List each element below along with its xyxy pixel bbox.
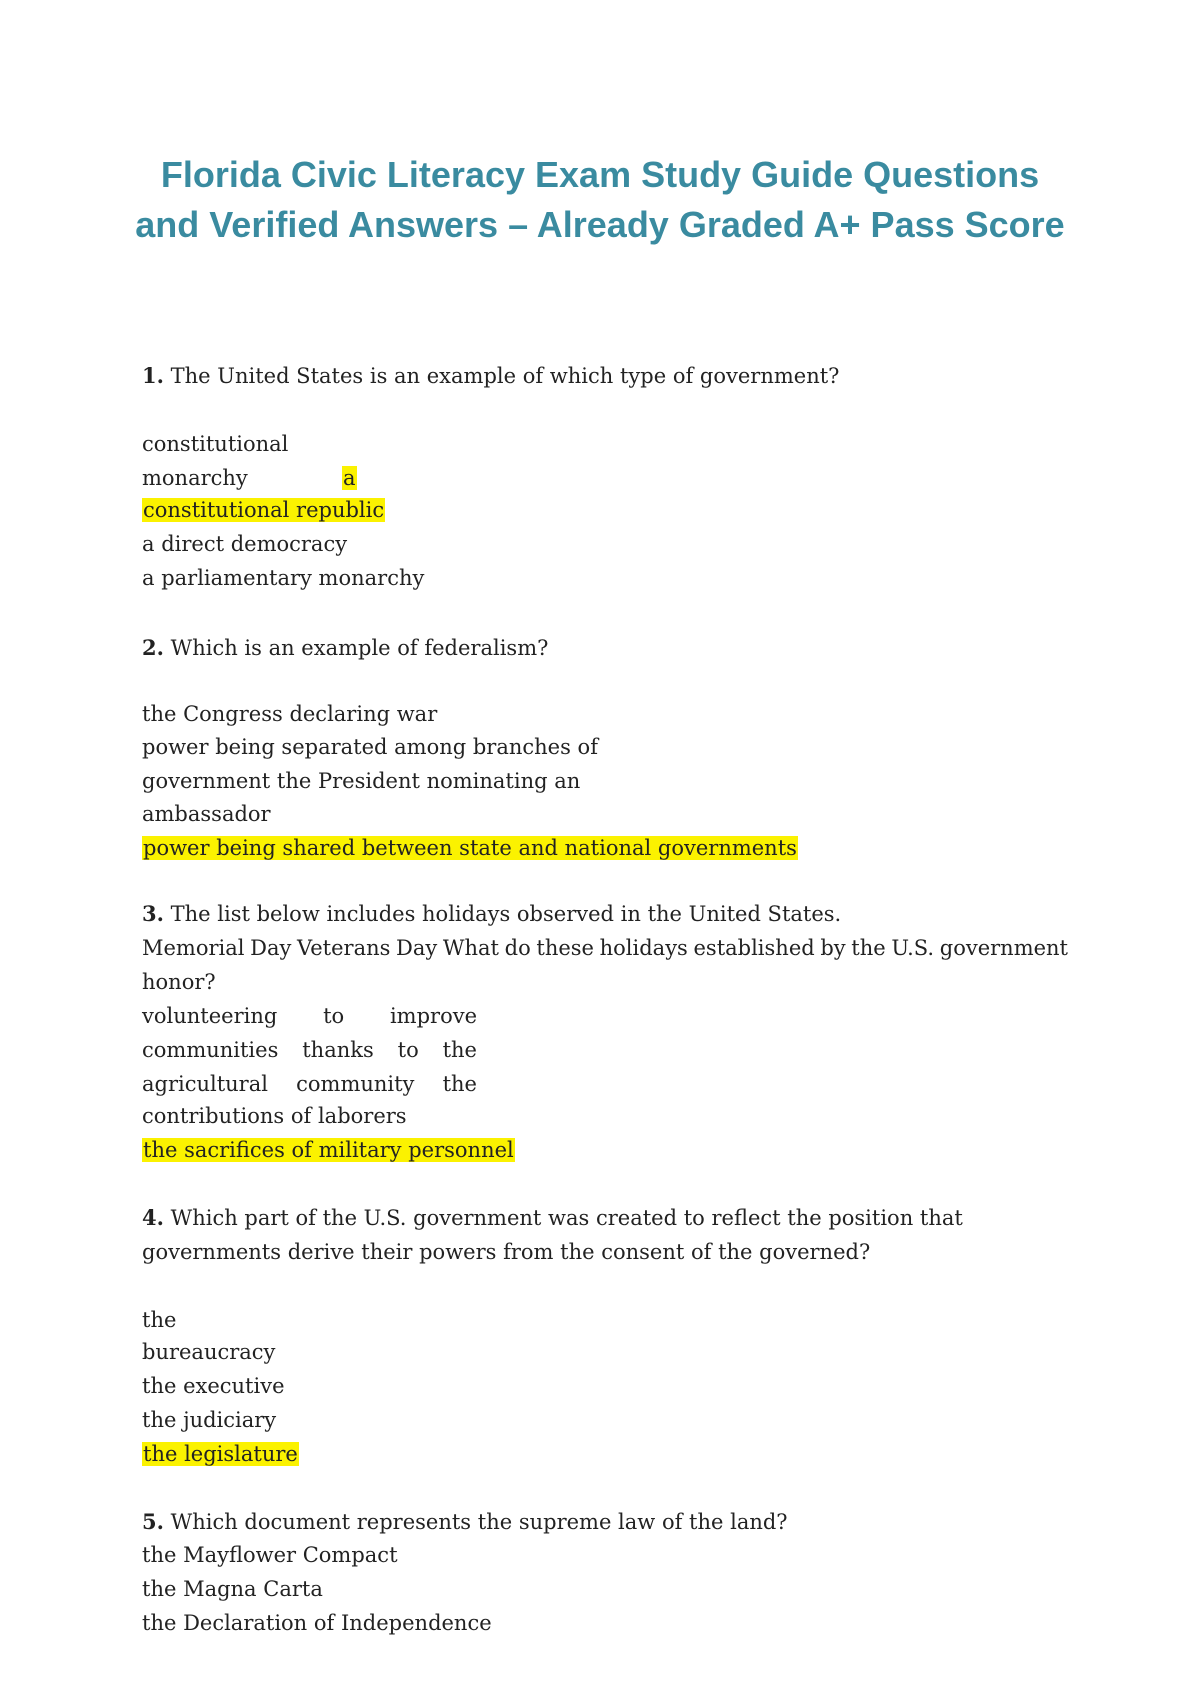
question-3-text: The list below includes holidays observed in the United States. <box>170 902 842 926</box>
q3-word: by <box>820 936 846 960</box>
q2-option-line-2: power being separated among branches of <box>142 735 598 759</box>
q3-word: government <box>939 936 1068 960</box>
q3-option-word: thanks <box>302 1038 374 1062</box>
q3-word: U.S. <box>891 936 935 960</box>
q3-option-row-3 <box>142 1070 477 1098</box>
question-5 <box>142 1508 788 1536</box>
q2-option-line-3: government the President nominating an <box>142 769 581 793</box>
q3-word: Day <box>250 936 292 960</box>
q3-option-word: agricultural <box>142 1072 268 1096</box>
q3-word: do <box>504 936 531 960</box>
q1-answer-line-1 <box>342 464 357 492</box>
title-line-1: Florida Civic Literacy Exam Study Guide Questions <box>160 154 1040 195</box>
answer-highlight: constitutional republic <box>143 498 385 522</box>
question-1-number: 1. <box>142 363 164 388</box>
q3-word: What <box>442 936 499 960</box>
q3-word: Memorial <box>142 936 245 960</box>
q3-option-row-1 <box>142 1002 477 1030</box>
question-4-number: 4. <box>142 1205 164 1230</box>
q3-text-line-3: honor? <box>142 970 216 994</box>
question-5-text: Which document represents the supreme law of the land? <box>170 1510 788 1534</box>
q3-word: Veterans <box>297 936 391 960</box>
q3-word: these <box>536 936 594 960</box>
q2-option-line-4: ambassador <box>142 802 271 826</box>
q3-option-word: community <box>296 1072 415 1096</box>
q2-answer <box>142 834 798 862</box>
question-3-number: 3. <box>142 901 164 926</box>
q5-option-3: the Declaration of Independence <box>142 1611 492 1635</box>
q3-option-word: to <box>323 1004 345 1028</box>
q1-option-4: a parliamentary monarchy <box>142 566 425 590</box>
q3-text-line-2 <box>142 934 1068 962</box>
q3-word: established <box>693 936 815 960</box>
question-3 <box>142 900 841 928</box>
question-2 <box>142 634 548 662</box>
q3-option-word: the <box>442 1072 477 1096</box>
q1-option-1-line-2: monarchy <box>142 466 248 490</box>
q3-option-word: volunteering <box>142 1004 278 1028</box>
question-4-text-line-1: Which part of the U.S. government was created to reflect the position that <box>170 1206 963 1230</box>
q2-option-line-1: the Congress declaring war <box>142 702 438 726</box>
document-title <box>100 150 1100 250</box>
question-4 <box>142 1204 963 1232</box>
q4-option-1-line-2: bureaucracy <box>142 1340 276 1364</box>
q3-word: holidays <box>599 936 688 960</box>
q3-word: Day <box>396 936 438 960</box>
q4-option-2: the executive <box>142 1374 285 1398</box>
q4-answer <box>142 1440 299 1468</box>
q1-option-3: a direct democracy <box>142 532 348 556</box>
q3-option-word: to <box>397 1038 419 1062</box>
question-5-number: 5. <box>142 1509 164 1534</box>
q3-answer <box>142 1136 515 1164</box>
q4-option-3: the judiciary <box>142 1408 277 1432</box>
question-1 <box>142 362 839 390</box>
q3-option-word: improve <box>389 1004 477 1028</box>
q5-option-1: the Mayflower Compact <box>142 1543 398 1567</box>
answer-highlight: the legislature <box>143 1442 298 1466</box>
q1-option-1-line-1: constitutional <box>142 432 289 456</box>
q5-option-2: the Magna Carta <box>142 1577 323 1601</box>
title-line-2: and Verified Answers – Already Graded A+ Pass Score <box>135 204 1065 245</box>
q3-option-word: the <box>442 1038 477 1062</box>
question-2-text: Which is an example of federalism? <box>170 636 549 660</box>
q4-option-1-line-1: the <box>142 1308 177 1332</box>
q3-option-row-2 <box>142 1036 477 1064</box>
question-4-text-line-2: governments derive their powers from the consent of the governed? <box>142 1240 871 1264</box>
q3-option-row-4: contributions of laborers <box>142 1104 407 1128</box>
q3-option-word: communities <box>142 1038 279 1062</box>
q1-answer-line-2 <box>142 496 385 524</box>
answer-highlight: a <box>343 466 356 490</box>
answer-highlight: the sacrifices of military personnel <box>143 1138 514 1162</box>
answer-highlight: power being shared between state and national governments <box>143 836 797 860</box>
question-2-number: 2. <box>142 635 164 660</box>
question-1-text: The United States is an example of which type of government? <box>170 364 840 388</box>
q3-word: the <box>851 936 886 960</box>
